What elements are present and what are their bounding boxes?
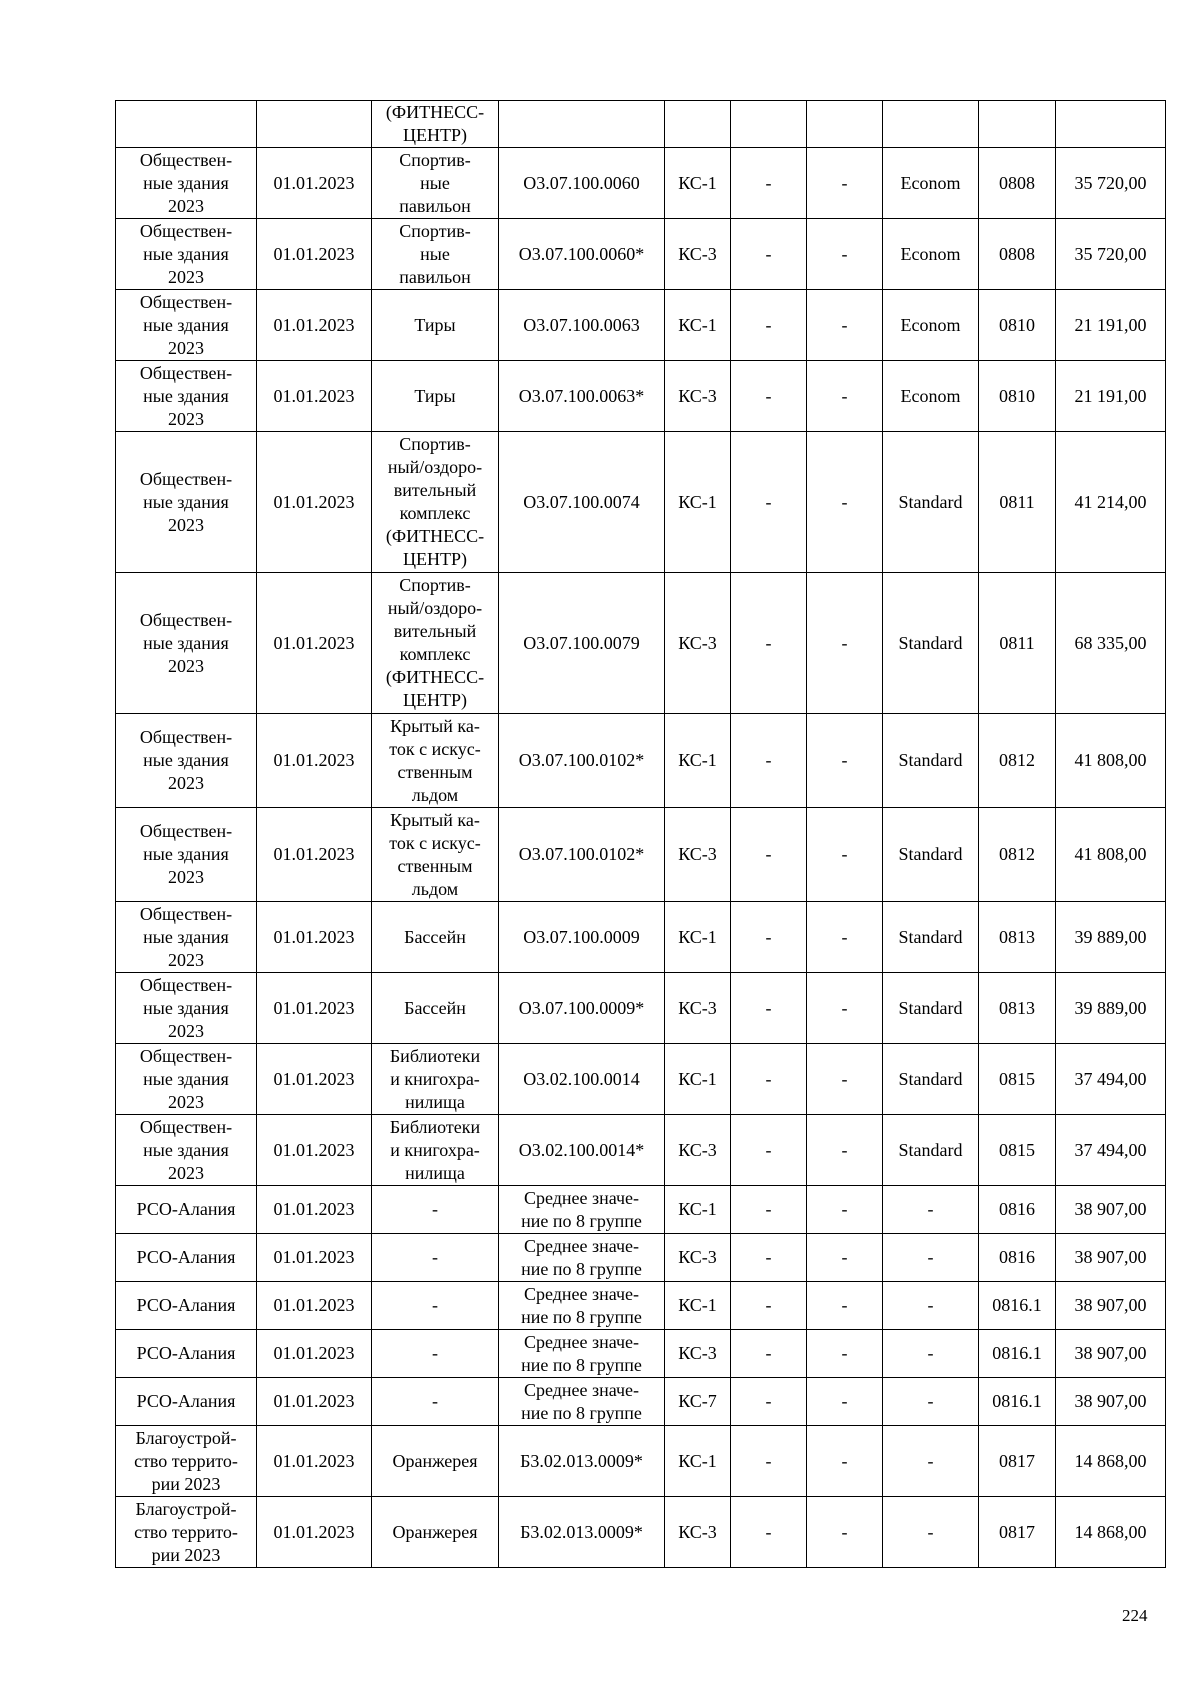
cell-date: 01.01.2023 [257,1497,372,1568]
cell-number: 0810 [979,290,1056,361]
cell-col6: - [731,573,807,714]
cell-price: 38 907,00 [1056,1330,1166,1378]
cell-code: О3.07.100.0063 [499,290,665,361]
table-row [116,1044,1166,1115]
cell-col7: - [807,1115,883,1186]
cell-ks-class: КС-1 [665,432,731,573]
cell-ks-class: КС-1 [665,290,731,361]
cell-ks-class: КС-1 [665,714,731,808]
cell-col6: - [731,361,807,432]
cell-date: 01.01.2023 [257,1426,372,1497]
cell-object-type: Тиры [372,361,499,432]
cell-code: О3.07.100.0102* [499,714,665,808]
cell-col7: - [807,1186,883,1234]
cell-price: 14 868,00 [1056,1497,1166,1568]
cell-ks-class [665,101,731,148]
cell-ks-class: КС-3 [665,1115,731,1186]
cell-class: - [883,1497,979,1568]
cell-code: О3.07.100.0009 [499,902,665,973]
cell-col6: - [731,1186,807,1234]
cell-date: 01.01.2023 [257,1186,372,1234]
table-row [116,1497,1166,1568]
cell-class: - [883,1186,979,1234]
cell-ks-class: КС-3 [665,219,731,290]
cell-col7: - [807,432,883,573]
cell-code: Среднее значе- ние по 8 группе [499,1186,665,1234]
cell-category: РСО-Алания [116,1378,257,1426]
cell-class: Econom [883,148,979,219]
cell-price: 38 907,00 [1056,1378,1166,1426]
cell-date: 01.01.2023 [257,973,372,1044]
cell-code: О3.07.100.0079 [499,573,665,714]
cell-date: 01.01.2023 [257,1378,372,1426]
cell-category: Обществен- ные здания 2023 [116,290,257,361]
cell-ks-class: КС-3 [665,808,731,902]
cell-category: РСО-Алания [116,1186,257,1234]
cell-number: 0811 [979,432,1056,573]
table-row [116,1234,1166,1282]
cell-col7: - [807,902,883,973]
cell-code: О3.07.100.0102* [499,808,665,902]
cell-price: 38 907,00 [1056,1282,1166,1330]
cell-category [116,101,257,148]
cell-object-type: - [372,1186,499,1234]
cell-col6: - [731,1044,807,1115]
cell-number [979,101,1056,148]
cell-category: Благоустрой- ство террито- рии 2023 [116,1497,257,1568]
cell-col6: - [731,1378,807,1426]
cell-date: 01.01.2023 [257,290,372,361]
cell-ks-class: КС-3 [665,1497,731,1568]
cell-col7: - [807,1044,883,1115]
table-row [116,808,1166,902]
table-row [116,432,1166,573]
cell-date: 01.01.2023 [257,1330,372,1378]
cell-category: Обществен- ные здания 2023 [116,1044,257,1115]
cell-date: 01.01.2023 [257,714,372,808]
cell-col6: - [731,1282,807,1330]
cell-object-type: (ФИТНЕСС- ЦЕНТР) [372,101,499,148]
cell-col6: - [731,902,807,973]
cell-date: 01.01.2023 [257,573,372,714]
cell-date: 01.01.2023 [257,1115,372,1186]
cell-ks-class: КС-3 [665,1234,731,1282]
cell-category: Обществен- ные здания 2023 [116,714,257,808]
cell-class: Standard [883,973,979,1044]
cell-code: Среднее значе- ние по 8 группе [499,1330,665,1378]
cell-object-type: Спортив- ные павильон [372,219,499,290]
cell-ks-class: КС-3 [665,1330,731,1378]
cell-object-type: - [372,1378,499,1426]
table-row [116,1115,1166,1186]
cell-class: Econom [883,219,979,290]
cell-class: Standard [883,808,979,902]
cell-price: 68 335,00 [1056,573,1166,714]
cell-col7: - [807,361,883,432]
cell-category: Благоустрой- ство террито- рии 2023 [116,1426,257,1497]
table-row [116,1330,1166,1378]
cell-code: Среднее значе- ние по 8 группе [499,1378,665,1426]
cell-code [499,101,665,148]
cell-col6: - [731,1115,807,1186]
cell-date: 01.01.2023 [257,432,372,573]
table-row [116,902,1166,973]
cell-ks-class: КС-1 [665,1282,731,1330]
cell-date: 01.01.2023 [257,219,372,290]
cell-number: 0811 [979,573,1056,714]
cell-price: 38 907,00 [1056,1234,1166,1282]
cell-col7: - [807,1282,883,1330]
cell-col6: - [731,219,807,290]
cell-code: О3.07.100.0060 [499,148,665,219]
cell-object-type: Бассейн [372,973,499,1044]
cell-col7: - [807,1497,883,1568]
cell-number: 0815 [979,1115,1056,1186]
cell-class: - [883,1234,979,1282]
cell-date: 01.01.2023 [257,1234,372,1282]
cell-code: О3.02.100.0014* [499,1115,665,1186]
cell-code: О3.07.100.0060* [499,219,665,290]
cell-class: - [883,1330,979,1378]
cell-price: 21 191,00 [1056,290,1166,361]
cell-price [1056,101,1166,148]
cell-col7: - [807,808,883,902]
cell-class [883,101,979,148]
cell-category: РСО-Алания [116,1282,257,1330]
cell-ks-class: КС-1 [665,1426,731,1497]
cell-class: Econom [883,290,979,361]
cell-number: 0816 [979,1234,1056,1282]
table-row [116,1378,1166,1426]
cell-col6: - [731,808,807,902]
cell-number: 0808 [979,148,1056,219]
cell-object-type: Спортив- ные павильон [372,148,499,219]
table-row [116,219,1166,290]
cell-col6: - [731,1234,807,1282]
cell-category: Обществен- ные здания 2023 [116,573,257,714]
cell-col6 [731,101,807,148]
cell-object-type: - [372,1282,499,1330]
cell-col7: - [807,714,883,808]
cell-price: 35 720,00 [1056,148,1166,219]
page-number: 224 [1122,1606,1148,1625]
cell-date: 01.01.2023 [257,1044,372,1115]
cell-code: Б3.02.013.0009* [499,1426,665,1497]
table-row [116,714,1166,808]
cell-ks-class: КС-1 [665,902,731,973]
cell-number: 0816.1 [979,1330,1056,1378]
cell-date [257,101,372,148]
cell-ks-class: КС-3 [665,973,731,1044]
cell-col7 [807,101,883,148]
cell-code: Б3.02.013.0009* [499,1497,665,1568]
cell-col7: - [807,1234,883,1282]
table-row [116,1426,1166,1497]
cell-object-type: Бассейн [372,902,499,973]
cell-category: Обществен- ные здания 2023 [116,219,257,290]
cell-date: 01.01.2023 [257,808,372,902]
cell-number: 0817 [979,1497,1056,1568]
cell-number: 0817 [979,1426,1056,1497]
cell-number: 0812 [979,808,1056,902]
cell-col6: - [731,1330,807,1378]
cell-col7: - [807,1378,883,1426]
cell-price: 41 808,00 [1056,714,1166,808]
cell-col6: - [731,714,807,808]
cell-category: Обществен- ные здания 2023 [116,1115,257,1186]
cell-object-type: Оранжерея [372,1497,499,1568]
table-body [116,101,1166,1568]
cell-class: Standard [883,902,979,973]
cell-ks-class: КС-1 [665,1186,731,1234]
cell-object-type: Крытый ка- ток с искус- ственным льдом [372,808,499,902]
cell-class: Standard [883,1115,979,1186]
table-row [116,290,1166,361]
cell-col6: - [731,148,807,219]
cell-number: 0808 [979,219,1056,290]
cell-col6: - [731,1426,807,1497]
cell-price: 39 889,00 [1056,902,1166,973]
cell-col7: - [807,1426,883,1497]
table-row [116,361,1166,432]
cell-class: Standard [883,1044,979,1115]
cell-number: 0816 [979,1186,1056,1234]
cell-price: 35 720,00 [1056,219,1166,290]
cell-number: 0816.1 [979,1378,1056,1426]
cell-number: 0810 [979,361,1056,432]
cell-category: Обществен- ные здания 2023 [116,432,257,573]
cell-ks-class: КС-3 [665,573,731,714]
cell-price: 38 907,00 [1056,1186,1166,1234]
cell-ks-class: КС-7 [665,1378,731,1426]
cell-code: О3.07.100.0063* [499,361,665,432]
cell-category: РСО-Алания [116,1234,257,1282]
cell-object-type: - [372,1330,499,1378]
cell-category: РСО-Алания [116,1330,257,1378]
data-table [115,100,1166,1568]
cell-category: Обществен- ные здания 2023 [116,148,257,219]
cell-col6: - [731,290,807,361]
cell-number: 0813 [979,902,1056,973]
cell-code: Среднее значе- ние по 8 группе [499,1234,665,1282]
cell-col7: - [807,219,883,290]
cell-object-type: Оранжерея [372,1426,499,1497]
cell-col7: - [807,573,883,714]
cell-col7: - [807,1330,883,1378]
cell-code: О3.07.100.0074 [499,432,665,573]
cell-object-type: Спортив- ный/оздоро- вительный комплекс (ФИТНЕСС- ЦЕНТР) [372,432,499,573]
cell-price: 41 808,00 [1056,808,1166,902]
cell-date: 01.01.2023 [257,148,372,219]
cell-class: - [883,1282,979,1330]
cell-class: Econom [883,361,979,432]
cell-price: 21 191,00 [1056,361,1166,432]
cell-price: 37 494,00 [1056,1115,1166,1186]
cell-price: 37 494,00 [1056,1044,1166,1115]
cell-price: 39 889,00 [1056,973,1166,1044]
cell-code: О3.07.100.0009* [499,973,665,1044]
cell-class: - [883,1378,979,1426]
cell-date: 01.01.2023 [257,1282,372,1330]
cell-col7: - [807,973,883,1044]
cell-class: Standard [883,714,979,808]
cell-number: 0812 [979,714,1056,808]
cell-object-type: - [372,1234,499,1282]
table-row [116,1282,1166,1330]
table-row [116,148,1166,219]
table-row [116,573,1166,714]
cell-class: Standard [883,432,979,573]
cell-category: Обществен- ные здания 2023 [116,973,257,1044]
cell-object-type: Крытый ка- ток с искус- ственным льдом [372,714,499,808]
cell-date: 01.01.2023 [257,902,372,973]
cell-object-type: Библиотеки и книгохра- нилища [372,1115,499,1186]
cell-number: 0815 [979,1044,1056,1115]
cell-number: 0813 [979,973,1056,1044]
table-row [116,101,1166,148]
cell-code: Среднее значе- ние по 8 группе [499,1282,665,1330]
cell-object-type: Тиры [372,290,499,361]
cell-col6: - [731,973,807,1044]
cell-col7: - [807,290,883,361]
cell-class: - [883,1426,979,1497]
cell-object-type: Спортив- ный/оздоро- вительный комплекс (ФИТНЕСС- ЦЕНТР) [372,573,499,714]
cell-ks-class: КС-3 [665,361,731,432]
cell-category: Обществен- ные здания 2023 [116,902,257,973]
table-row [116,973,1166,1044]
cell-category: Обществен- ные здания 2023 [116,361,257,432]
cell-object-type: Библиотеки и книгохра- нилища [372,1044,499,1115]
cell-ks-class: КС-1 [665,148,731,219]
cell-class: Standard [883,573,979,714]
cell-code: О3.02.100.0014 [499,1044,665,1115]
cell-number: 0816.1 [979,1282,1056,1330]
cell-col7: - [807,148,883,219]
cell-price: 14 868,00 [1056,1426,1166,1497]
cell-col6: - [731,1497,807,1568]
cell-col6: - [731,432,807,573]
cell-category: Обществен- ные здания 2023 [116,808,257,902]
cell-price: 41 214,00 [1056,432,1166,573]
cell-ks-class: КС-1 [665,1044,731,1115]
table-row [116,1186,1166,1234]
cell-date: 01.01.2023 [257,361,372,432]
